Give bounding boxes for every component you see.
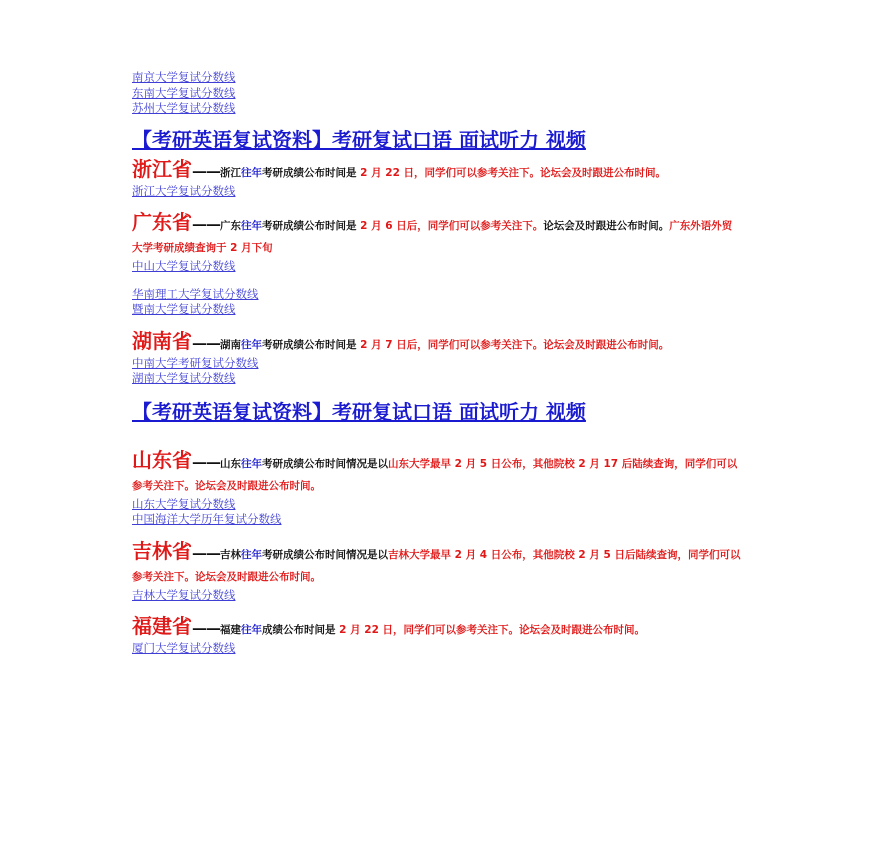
banner-link-english-materials[interactable]: 【考研英语复试资料】考研复试口语 面试听力 视频 [132,127,586,152]
dash: —— [192,215,220,233]
date-note: 山东大学最早 2 月 5 日公布，其他院校 2 月 17 后陆续查询，同学们可以参考关注下。论坛会及时跟进公布时间。 [132,457,738,492]
date-note: 2 月 7 日后，同学们可以参考关注下。论坛会及时跟进公布时间。 [356,338,670,351]
past-year-text: 往年 [241,338,262,351]
past-year-text: 往年 [241,457,262,470]
forum-note: 论坛会及时跟进公布时间。 [543,220,670,232]
link-xiamen-university[interactable]: 厦门大学复试分数线 [132,641,236,655]
middle-text: 考研成绩公布时间情况是以 [262,457,388,470]
link-shandong-university[interactable]: 山东大学复试分数线 [132,496,236,511]
province-title: 吉林省 [132,538,192,563]
link-zhejiang-university[interactable]: 浙江大学复试分数线 [132,183,236,198]
section-guangdong [132,211,742,318]
section-fujian [132,615,742,657]
link-central-south-university[interactable]: 中南大学考研复试分数线 [132,355,259,370]
link-hunan-university[interactable]: 湖南大学复试分数线 [132,371,236,385]
province-title: 浙江省 [132,156,192,181]
past-year-text: 往年 [241,220,262,232]
section-zhejiang [132,158,742,200]
link-nanjing-university[interactable]: 南京大学复试分数线 [132,70,236,84]
section-hunan [132,330,742,387]
document-body [132,70,742,657]
middle-text: 考研成绩公布时间情况是以 [262,548,388,561]
province-title: 湖南省 [132,328,192,353]
link-ocean-university-of-china[interactable]: 中国海洋大学历年复试分数线 [132,512,282,526]
section-shandong [132,449,742,528]
link-jilin-university[interactable]: 吉林大学复试分数线 [132,587,236,602]
dash: —— [192,619,220,637]
link-southeast-university[interactable]: 东南大学复试分数线 [132,85,236,100]
date-note: 2 月 6 日后，同学们可以参考关注下。 [356,220,544,232]
past-year-text: 往年 [241,166,262,179]
prefix-text: 山东 [220,457,241,470]
past-year-text: 往年 [241,548,262,561]
link-scut[interactable]: 华南理工大学复试分数线 [132,286,259,301]
prefix-text: 广东 [220,220,241,232]
middle-text: 考研成绩公布时间是 [262,220,357,232]
middle-text: 考研成绩公布时间是 [262,338,357,351]
middle-text: 成绩公布时间是 [262,624,336,636]
link-jinan-university[interactable]: 暨南大学复试分数线 [132,302,236,316]
gdufs-note: 广东外语外贸大学考研成绩查询于 2 月下旬 [132,220,733,254]
date-note: 2 月 22 日，同学们可以参考关注下。论坛会及时跟进公布时间。 [356,166,667,179]
dash: —— [192,543,220,562]
province-title: 福建省 [132,614,192,638]
section-jilin [132,540,742,604]
province-title: 广东省 [132,210,192,234]
dash: —— [192,452,220,471]
date-note: 2 月 22 日，同学们可以参考关注下。论坛会及时跟进公布时间。 [335,624,646,636]
prefix-text: 福建 [220,624,241,636]
province-title: 山东省 [132,447,192,472]
past-year-text: 往年 [241,624,262,636]
prefix-text: 吉林 [220,548,241,561]
link-soochow-university[interactable]: 苏州大学复试分数线 [132,101,236,115]
dash: —— [192,161,220,180]
banner-link-english-materials-2[interactable]: 【考研英语复试资料】考研复试口语 面试听力 视频 [132,399,586,424]
prefix-text: 浙江 [220,166,241,179]
link-sun-yat-sen-university[interactable]: 中山大学复试分数线 [132,259,236,273]
date-note: 吉林大学最早 2 月 4 日公布，其他院校 2 月 5 日后陆续查询，同学们可以参考关注下。论坛会及时跟进公布时间。 [132,548,741,583]
dash: —— [192,333,220,352]
prefix-text: 湖南 [220,338,241,351]
middle-text: 考研成绩公布时间是 [262,166,357,179]
top-links [132,70,742,117]
